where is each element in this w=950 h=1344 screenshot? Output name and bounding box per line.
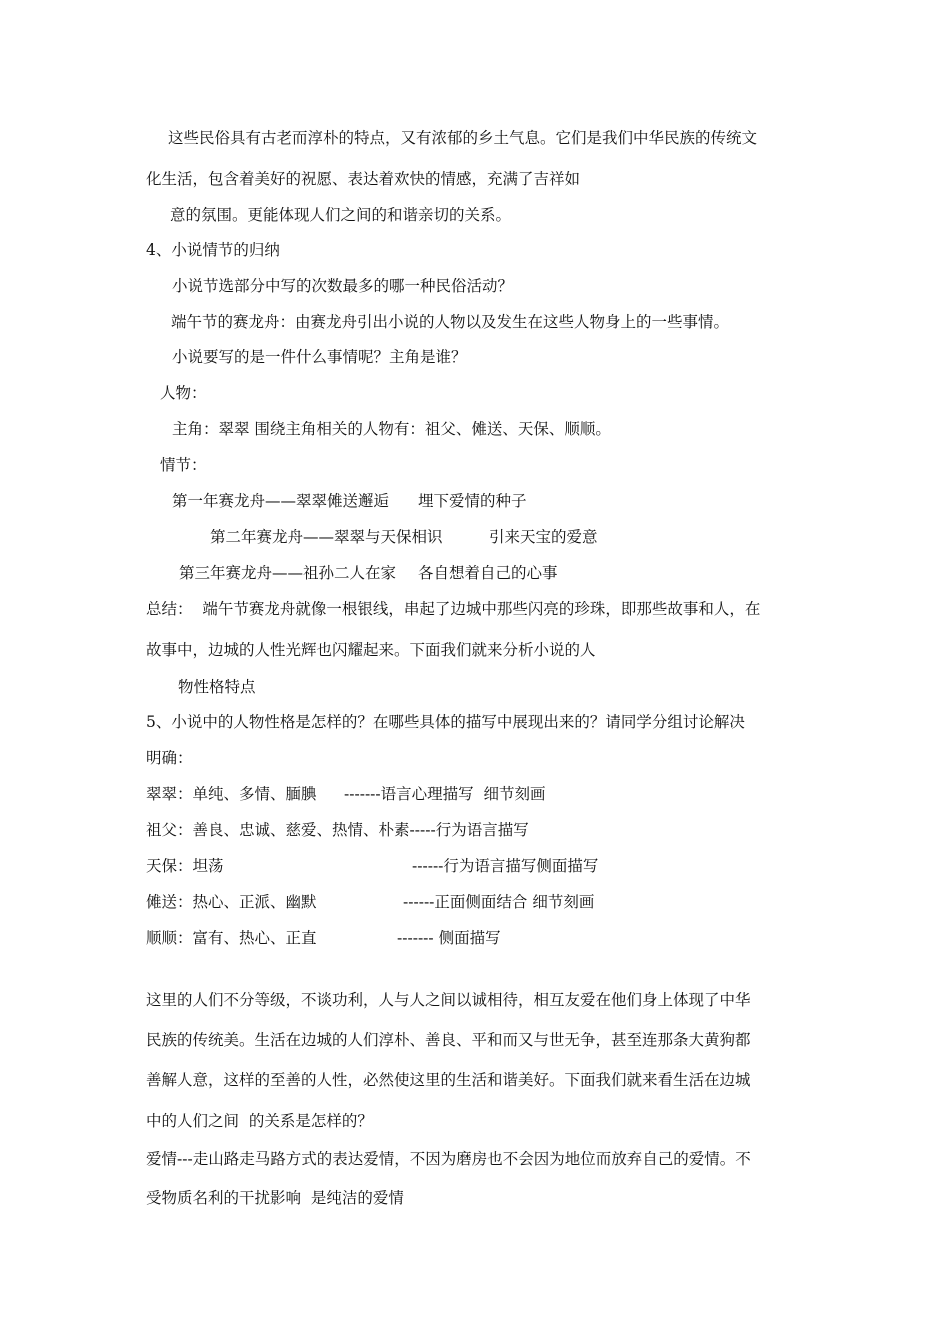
plot-note: 各自想着自己的心事 bbox=[418, 564, 558, 582]
paragraph-line: 受物质名利的干扰影响 是纯洁的爱情 bbox=[146, 1189, 404, 1207]
paragraph-line: 小说要写的是一件什么事情呢？主角是谁？ bbox=[172, 348, 467, 366]
character-trait: 顺顺：富有、热心、正直 bbox=[146, 929, 317, 947]
plot-line: 第一年赛龙舟——翠翠傩送邂逅 bbox=[172, 492, 390, 510]
paragraph-line: 爱情---走山路走马路方式的表达爱情，不因为磨房也不会因为地位而放弃自己的爱情。不 bbox=[146, 1150, 751, 1168]
character-technique: -------语言心理描写 细节刻画 bbox=[344, 785, 546, 803]
paragraph-line: 意的氛围。更能体现人们之间的和谐亲切的关系。 bbox=[170, 206, 512, 224]
character-technique: ------正面侧面结合 细节刻画 bbox=[403, 893, 595, 911]
paragraph-line: 主角：翠翠 围绕主角相关的人物有：祖父、傩送、天保、顺顺。 bbox=[172, 420, 611, 438]
paragraph-line: 这些民俗具有古老而淳朴的特点，又有浓郁的乡土气息。它们是我们中华民族的传统文 bbox=[168, 129, 758, 147]
paragraph-line: 故事中，边城的人性光辉也闪耀起来。下面我们就来分析小说的人 bbox=[146, 641, 596, 659]
paragraph-line: 总结： 端午节赛龙舟就像一根银线，串起了边城中那些闪亮的珍珠，即那些故事和人，在 bbox=[146, 600, 761, 618]
section-heading: 4、小说情节的归纳 bbox=[146, 241, 280, 259]
paragraph-line: 情节： bbox=[160, 456, 207, 474]
plot-line: 第三年赛龙舟——祖孙二人在家 bbox=[179, 564, 397, 582]
paragraph-line: 明确： bbox=[146, 749, 193, 767]
plot-note: 埋下爱情的种子 bbox=[418, 492, 527, 510]
plot-line: 第二年赛龙舟——翠翠与天保相识 bbox=[210, 528, 443, 546]
character-trait: 翠翠：单纯、多情、腼腆 bbox=[146, 785, 317, 803]
paragraph-line: 善解人意，这样的至善的人性，必然使这里的生活和谐美好。下面我们就来看生活在边城 bbox=[146, 1071, 751, 1089]
character-technique: ------行为语言描写侧面描写 bbox=[412, 857, 599, 875]
paragraph-line: 小说节选部分中写的次数最多的哪一种民俗活动？ bbox=[172, 277, 514, 295]
paragraph-line: 人物： bbox=[160, 384, 207, 402]
paragraph-line: 中的人们之间 的关系是怎样的？ bbox=[146, 1112, 373, 1130]
section-heading: 5、小说中的人物性格是怎样的？在哪些具体的描写中展现出来的？请同学分组讨论解决 bbox=[146, 713, 745, 731]
paragraph-line: 物性格特点 bbox=[178, 678, 256, 696]
character-trait: 祖父：善良、忠诚、慈爱、热情、朴素-----行为语言描写 bbox=[146, 821, 529, 839]
character-trait: 天保：坦荡 bbox=[146, 857, 224, 875]
character-trait: 傩送：热心、正派、幽默 bbox=[146, 893, 317, 911]
plot-note: 引来天宝的爱意 bbox=[489, 528, 598, 546]
paragraph-line: 端午节的赛龙舟：由赛龙舟引出小说的人物以及发生在这些人物身上的一些事情。 bbox=[171, 313, 730, 331]
paragraph-line: 民族的传统美。生活在边城的人们淳朴、善良、平和而又与世无争，甚至连那条大黄狗都 bbox=[146, 1031, 751, 1049]
paragraph-line: 这里的人们不分等级，不谈功利，人与人之间以诚相待，相互友爱在他们身上体现了中华 bbox=[146, 991, 751, 1009]
paragraph-line: 化生活，包含着美好的祝愿、表达着欢快的情感，充满了吉祥如 bbox=[146, 170, 581, 188]
character-technique: ------- 侧面描写 bbox=[397, 929, 501, 947]
